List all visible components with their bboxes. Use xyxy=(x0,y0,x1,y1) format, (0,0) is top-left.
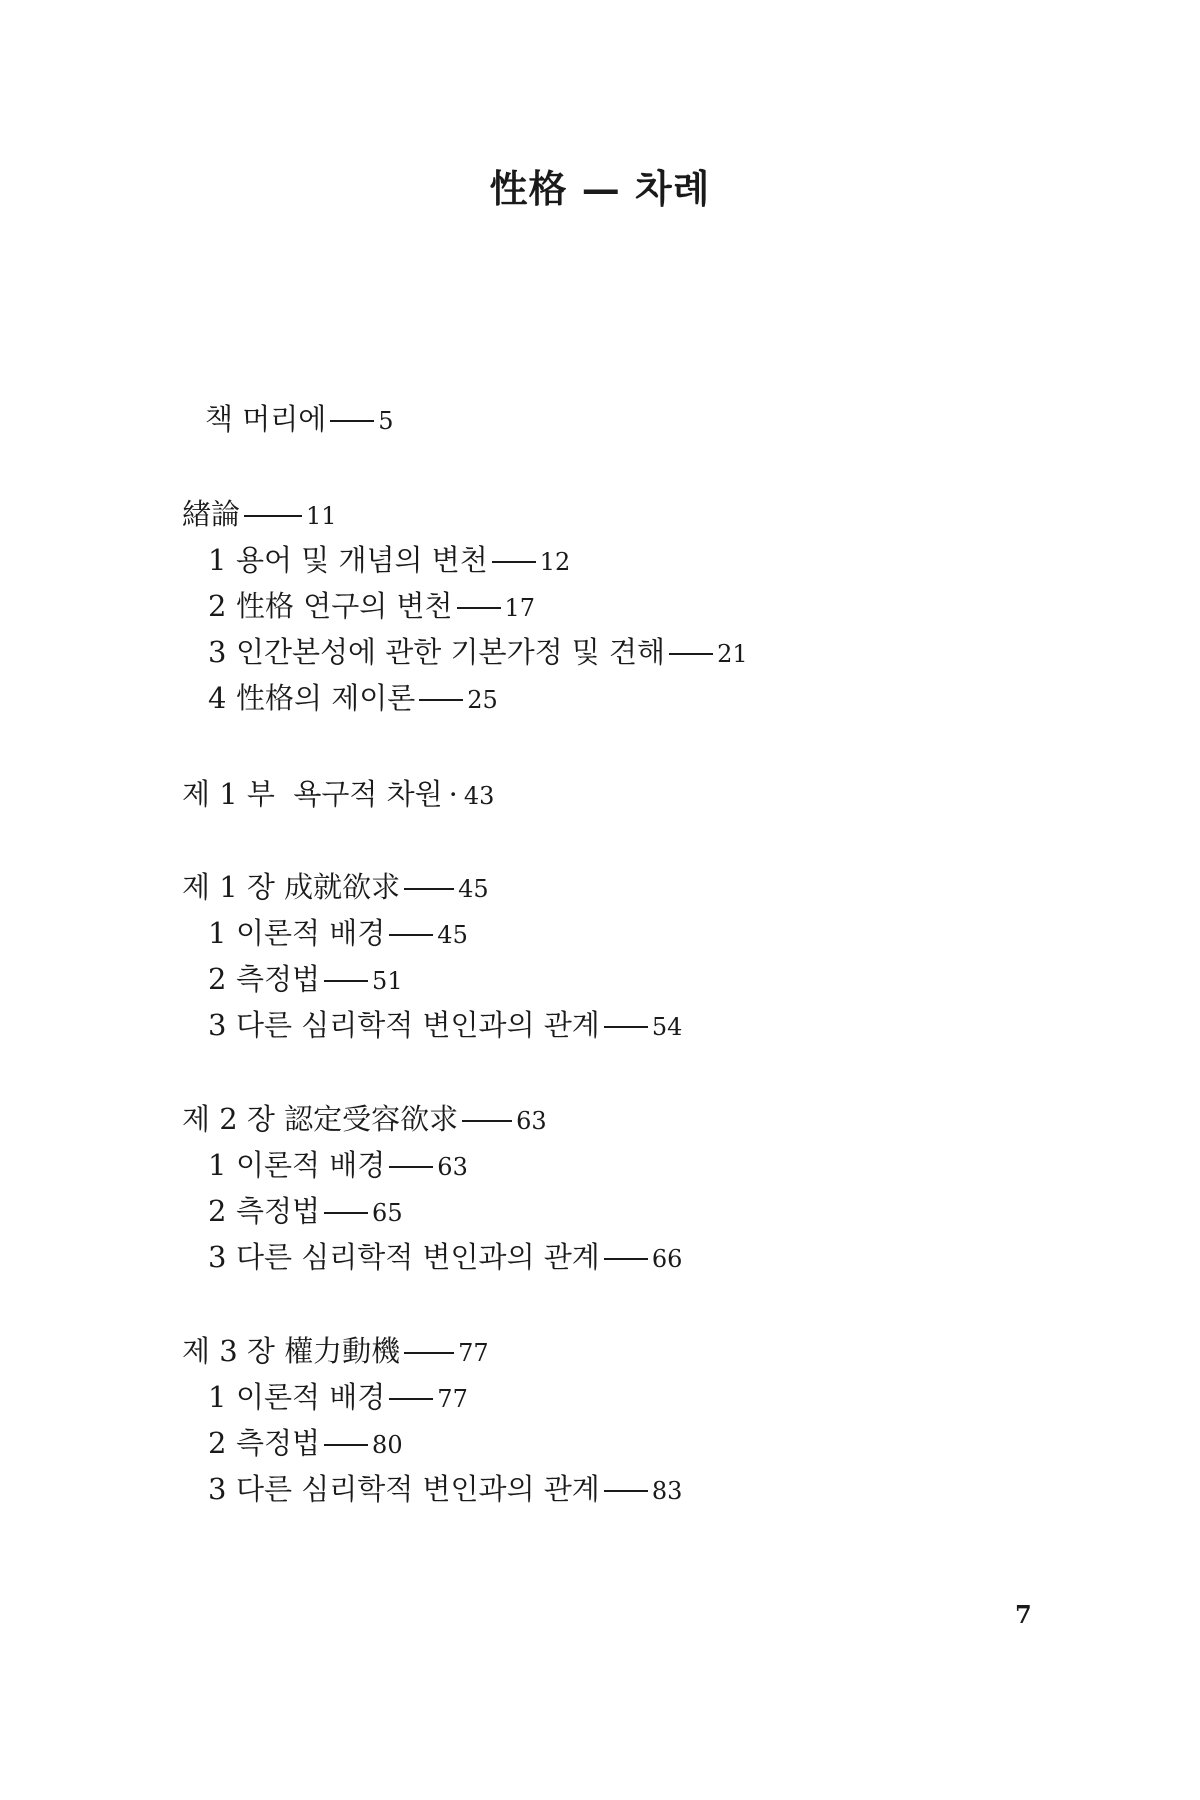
toc-entry-page: 77 xyxy=(437,1385,468,1413)
toc-entry-number: 2 xyxy=(208,1426,227,1460)
toc-entry-text: 측정법 xyxy=(236,1426,321,1460)
toc-entry-page: 11 xyxy=(306,502,337,530)
toc-entry xyxy=(208,681,498,715)
leader-dash xyxy=(604,1258,648,1260)
toc-entry xyxy=(208,1240,683,1274)
toc-entry-text: 측정법 xyxy=(236,962,321,996)
toc-entry xyxy=(208,543,571,577)
toc-entry xyxy=(208,1148,468,1182)
toc-entry-number: 3 xyxy=(208,635,227,669)
toc-entry-text: 緖論 xyxy=(182,497,241,531)
leader-dash xyxy=(389,1398,433,1400)
toc-entry xyxy=(208,589,536,623)
leader-dash xyxy=(492,561,536,563)
toc-entry-page: 51 xyxy=(372,967,403,995)
leader-dash xyxy=(457,607,501,609)
toc-entry-text: 이론적 배경 xyxy=(236,1148,386,1182)
toc-entry-number: 1 xyxy=(208,916,227,950)
toc-part-entry xyxy=(182,777,495,811)
toc-entry-number: 3 xyxy=(208,1008,227,1042)
leader-dash xyxy=(419,699,463,701)
toc-entry-number: 2 xyxy=(208,1194,227,1228)
leader-dash xyxy=(330,420,374,422)
toc-entry xyxy=(208,962,403,996)
leader-dash xyxy=(669,653,713,655)
toc-entry-text: 다른 심리학적 변인과의 관계 xyxy=(236,1472,600,1506)
page-title: 性格 — 차례 xyxy=(489,166,711,211)
toc-entry-page: 25 xyxy=(467,686,498,714)
toc-entry-text: 제 3 장 權力動機 xyxy=(182,1334,401,1368)
toc-entry-number: 3 xyxy=(208,1240,227,1274)
toc-entry xyxy=(182,497,337,531)
toc-entry-text: 다른 심리학적 변인과의 관계 xyxy=(236,1008,600,1042)
toc-entry-page: 66 xyxy=(651,1245,683,1273)
leader-dash xyxy=(462,1120,512,1122)
toc-entry-text: 이론적 배경 xyxy=(236,916,386,950)
toc-entry xyxy=(208,1426,403,1460)
toc-entry xyxy=(208,916,468,950)
toc-entry xyxy=(208,635,748,669)
toc-entry-number: 1 xyxy=(208,1148,227,1182)
toc-chapter-entry xyxy=(182,1102,547,1136)
leader-dash xyxy=(404,888,454,890)
toc-entry-text: 이론적 배경 xyxy=(236,1380,386,1414)
toc-entry-text: 性格의 제이론 xyxy=(236,681,416,715)
leader-dash xyxy=(604,1026,648,1028)
toc-entry-page: 80 xyxy=(372,1431,403,1459)
leader-dash xyxy=(389,934,433,936)
toc-entry xyxy=(208,1194,403,1228)
leader-dash xyxy=(324,980,368,982)
toc-entry-number: 3 xyxy=(208,1472,227,1506)
toc-entry xyxy=(208,1008,683,1042)
toc-entry-page: 12 xyxy=(539,548,571,576)
toc-entry-text: 性格 연구의 변천 xyxy=(236,589,453,623)
toc-chapter-entry xyxy=(182,1334,489,1368)
toc-entry-text: 제 1 장 成就欲求 xyxy=(182,870,401,904)
toc-entry xyxy=(208,1380,468,1414)
part-separator: · xyxy=(448,777,458,811)
page-number: 7 xyxy=(1015,1600,1032,1629)
toc-entry-page: 65 xyxy=(372,1199,403,1227)
toc-entry-text: 인간본성에 관한 기본가정 및 견해 xyxy=(236,635,666,669)
toc-entry-number: 2 xyxy=(208,589,227,623)
toc-entry-page: 45 xyxy=(458,875,489,903)
toc-entry xyxy=(208,1472,683,1506)
toc-entry-page: 63 xyxy=(437,1153,468,1181)
leader-dash xyxy=(404,1352,454,1354)
leader-dash xyxy=(324,1444,368,1446)
toc-entry-number: 1 xyxy=(208,543,227,577)
leader-dash xyxy=(604,1490,648,1492)
leader-dash xyxy=(324,1212,368,1214)
toc-entry-page: 54 xyxy=(651,1013,683,1041)
toc-chapter-entry xyxy=(182,870,489,904)
toc-entry-page: 43 xyxy=(463,782,495,810)
toc-entry-text: 용어 및 개념의 변천 xyxy=(236,543,488,577)
toc-entry-page: 45 xyxy=(437,921,468,949)
toc-entry-text: 측정법 xyxy=(236,1194,321,1228)
toc-entry-page: 77 xyxy=(458,1339,489,1367)
leader-dash xyxy=(389,1166,433,1168)
toc-entry-page: 21 xyxy=(717,640,748,668)
toc-entry-page: 83 xyxy=(651,1477,683,1505)
toc-entry-text: 제 1 부 욕구적 차원 xyxy=(182,777,443,811)
toc-entry-page: 17 xyxy=(504,594,536,622)
toc-entry-number: 4 xyxy=(208,681,227,715)
toc-entry-number: 2 xyxy=(208,962,227,996)
toc-entry-number: 1 xyxy=(208,1380,227,1414)
toc-entry xyxy=(205,402,394,436)
toc-entry-text: 제 2 장 認定受容欲求 xyxy=(182,1102,459,1136)
toc-entry-text: 다른 심리학적 변인과의 관계 xyxy=(236,1240,600,1274)
toc-entry-page: 5 xyxy=(378,407,394,435)
leader-dash xyxy=(244,515,302,517)
toc-entry-page: 63 xyxy=(516,1107,547,1135)
toc-entry-text: 책 머리에 xyxy=(205,402,327,436)
